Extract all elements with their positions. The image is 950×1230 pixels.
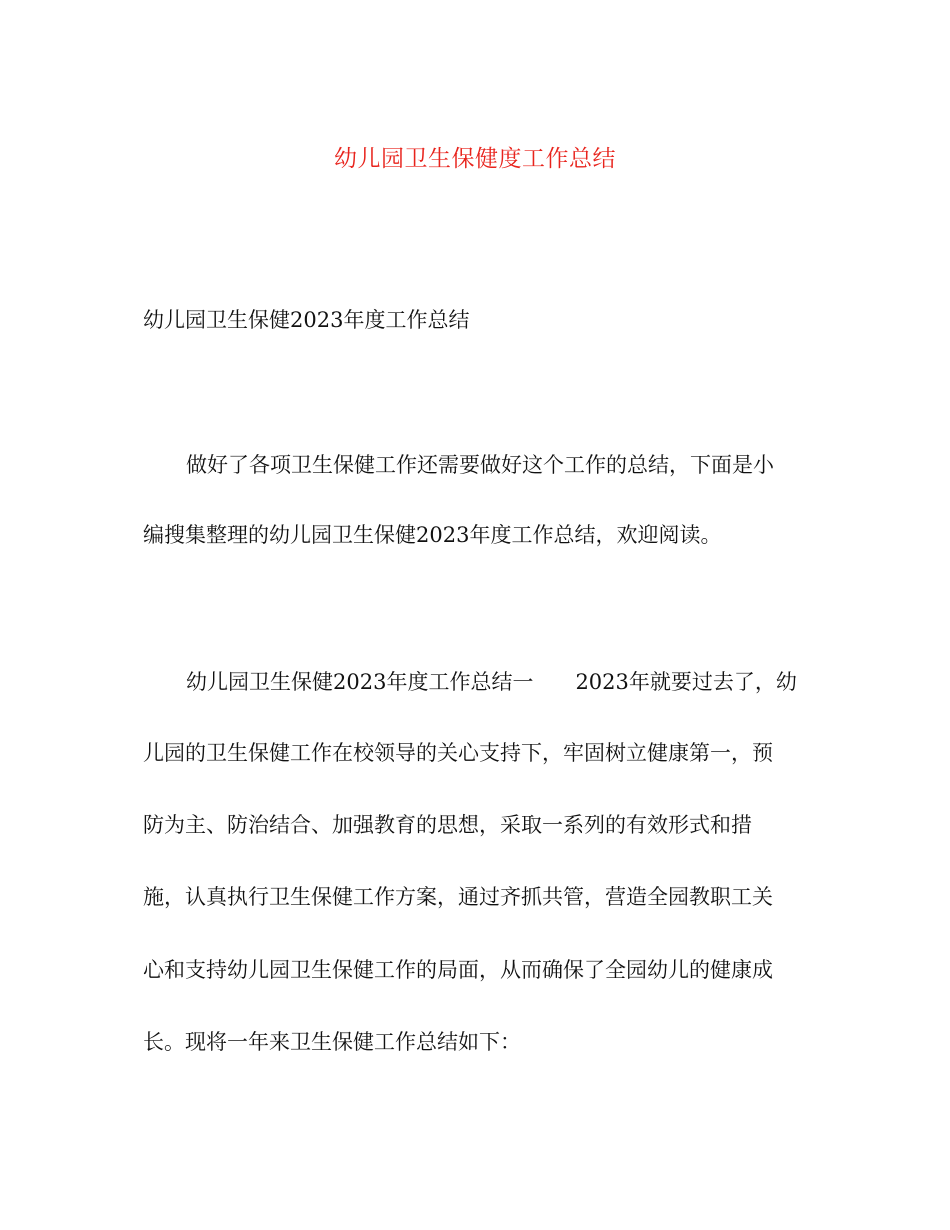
paragraph-1-line-1: 做好了各项卫生保健工作还需要做好这个工作的总结，下面是小 — [186, 453, 774, 477]
paragraph-2-line-5: 心和支持幼儿园卫生保健工作的局面，从而确保了全园幼儿的健康成 — [143, 958, 773, 982]
paragraph-2-line-6: 长。现将一年来卫生保健工作总结如下： — [143, 1030, 521, 1054]
document-title: 幼儿园卫生保健度工作总结 — [334, 146, 616, 172]
paragraph-2-line-3: 防为主、防治结合、加强教育的思想，采取一系列的有效形式和措 — [143, 813, 752, 837]
paragraph-1-line-2: 编搜集整理的幼儿园卫生保健2023年度工作总结，欢迎阅读。 — [143, 523, 722, 547]
paragraph-2-line-2: 儿园的卫生保健工作在校领导的关心支持下，牢固树立健康第一，预 — [143, 741, 773, 765]
paragraph-2-line-4: 施，认真执行卫生保健工作方案，通过齐抓共管，营造全园教职工关 — [143, 885, 773, 909]
document-subtitle: 幼儿园卫生保健2023年度工作总结 — [143, 308, 470, 332]
paragraph-2-line-1: 幼儿园卫生保健2023年度工作总结一 2023年就要过去了，幼 — [186, 670, 797, 694]
